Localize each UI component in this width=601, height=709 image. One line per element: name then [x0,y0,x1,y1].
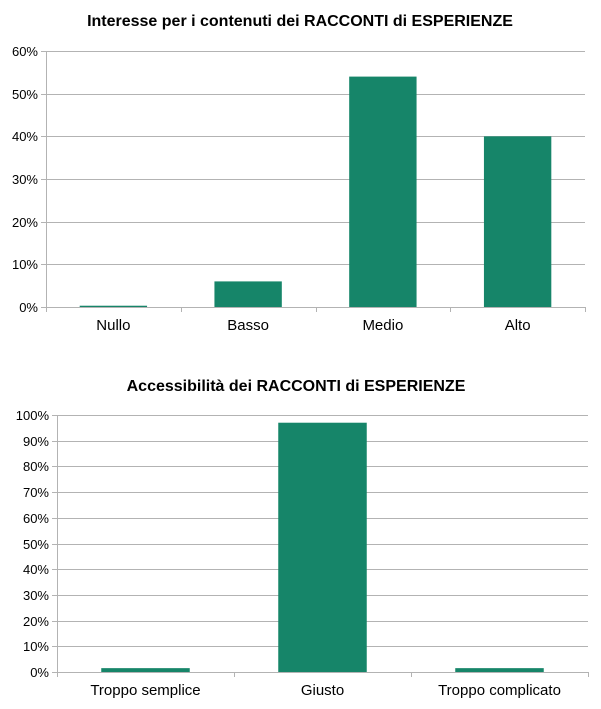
y-tick-label: 30% [22,588,49,603]
y-tick-label: 70% [22,485,49,500]
chart-title: Accessibilità dei RACCONTI di ESPERIENZE [126,378,466,395]
x-category-label: Giusto [300,682,345,699]
y-tick-label: 50% [11,87,38,102]
bar [278,423,367,672]
y-tick-label: 100% [15,408,49,423]
y-tick-label: 40% [11,129,38,144]
x-category-label: Troppo complicato [438,682,561,699]
y-tick-label: 60% [11,44,38,59]
y-tick-label: 10% [11,257,38,272]
x-category-label: Nullo [96,317,131,334]
x-category-label: Medio [362,317,404,334]
bar [80,306,147,307]
chart-interesse [0,0,601,350]
y-tick-label: 20% [22,614,49,629]
y-tick-label: 30% [11,172,38,187]
y-tick-label: 0% [30,665,49,680]
y-tick-label: 40% [22,562,49,577]
y-tick-label: 80% [22,459,49,474]
bar [214,281,281,307]
y-tick-label: 90% [22,434,49,449]
y-tick-label: 60% [22,511,49,526]
y-tick-label: 10% [22,639,49,654]
bar [349,77,416,307]
x-category-label: Alto [504,317,531,334]
bar [484,136,551,307]
chart-accessibilita [0,350,601,709]
y-tick-label: 0% [19,300,38,315]
y-tick-label: 50% [22,537,49,552]
chart-title: Interesse per i contenuti dei RACCONTI di ESPERIENZE [87,13,513,30]
bar [101,668,190,672]
x-category-label: Basso [227,317,269,334]
x-category-label: Troppo semplice [90,682,201,699]
y-tick-label: 20% [11,215,38,230]
bar [455,668,544,672]
